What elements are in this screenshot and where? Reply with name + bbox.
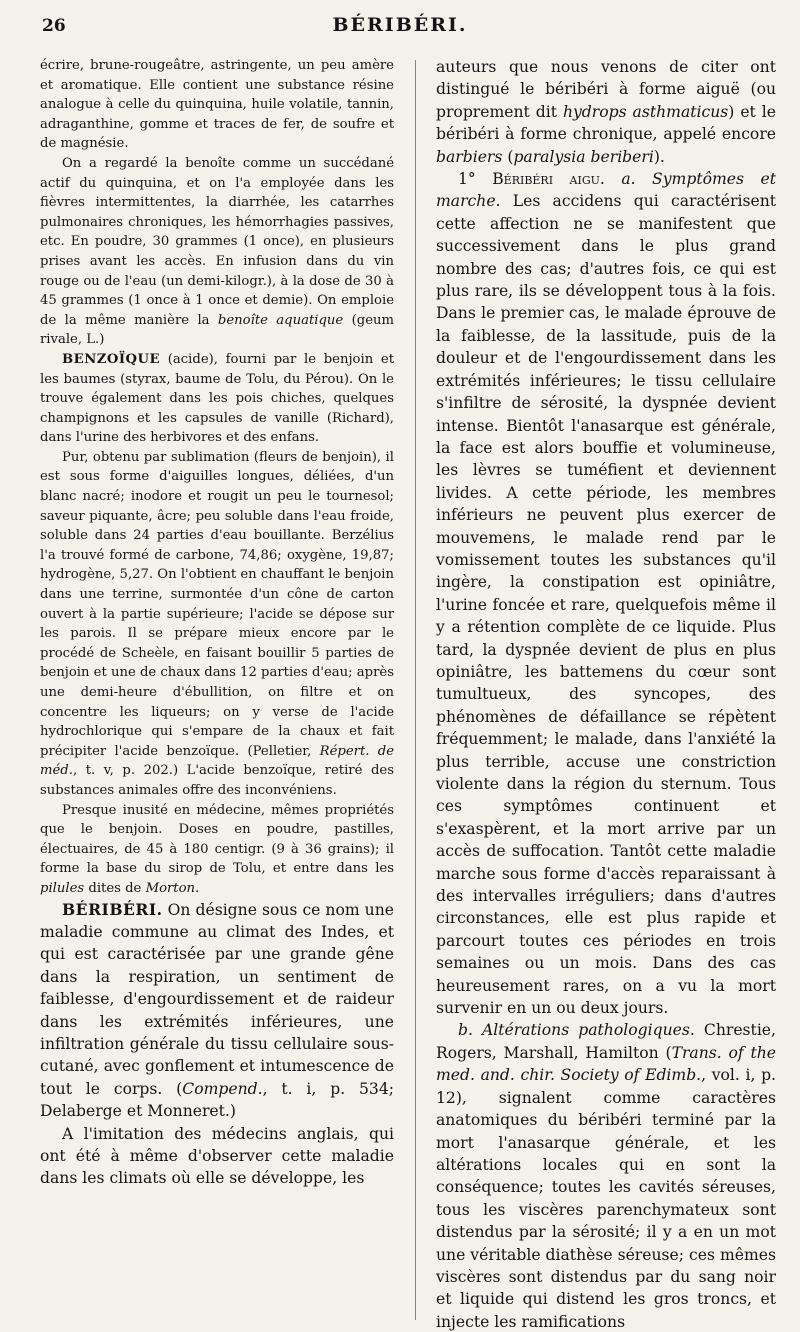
page-number: 26	[42, 16, 66, 36]
italic-citation: Compend.	[182, 1079, 263, 1098]
paragraph-text: ) et le béribéri à forme chronique, appelé encore	[436, 102, 776, 144]
italic-term: pilules	[40, 880, 85, 896]
section-alterations	[436, 1019, 776, 1332]
italic-term: paralysia beriberi	[513, 147, 654, 166]
paragraph-text: ).	[653, 147, 665, 166]
paragraph-text: , t. i, p. 534; Delaberge et Monneret.)	[40, 1079, 394, 1121]
paragraph-text: auteurs que nous venons de citer ont distingué le béribéri à forme aiguë (ou proprement dit	[436, 58, 776, 121]
section-heading: Béribéri aigu.	[492, 170, 605, 189]
italic-citation: Répert. de méd.	[40, 743, 395, 779]
italic-citation: Trans. of the med. and. chir. Society of Edimb.	[436, 1043, 776, 1085]
italic-term: Morton	[145, 880, 196, 896]
right-column	[436, 56, 776, 1332]
subsection-heading: b. Altérations pathologiques.	[458, 1021, 695, 1040]
paragraph-text: (	[507, 147, 514, 166]
paragraph	[40, 56, 394, 154]
italic-term: barbiers	[436, 147, 503, 166]
paragraph	[40, 1123, 394, 1190]
paragraph-text: Chrestie, Rogers, Marshall, Hamilton (	[436, 1021, 776, 1062]
paragraph-text: A l'imitation des médecins anglais, qui ont été à même d'observer cette maladie dans les climats où elle se développe, les	[40, 1124, 394, 1188]
paragraph	[436, 56, 776, 168]
left-column	[40, 56, 394, 1190]
subsection-heading: a. Symptômes et marche.	[436, 170, 776, 211]
paragraph	[40, 801, 394, 899]
paragraph-text: Pur, obtenu par sublimation (fleurs de benjoin), il est sous forme d'aiguilles longues, déliées, d'un blanc nacré; inodore et rougit un peu le tournesol; saveur piquante, âcre; peu soluble dans l'eau froide, soluble dans 24 parties d'eau bouillante. Berzélius l'a trouvé formé de carbone, 74,86; oxygène, 19,87; hydrogène, 5,27. On l'obtient en chauffant le benjoin dans une terrine, surmontée d'un cône de carton ouvert à la partie supérieure; l'acide se dépose sur les parois. Il se prépare mieux encore par le procédé de Scheèle, en faisant bouillir 5 parties de benjoin et une de chaux dans 12 parties d'eau; après une demi-heure d'ébullition, on filtre et on concentre les liqueurs; on y verse de l'acide hydrochlorique qui s'empare de la chaux et fait précipiter l'acide benzoïque. (Pelletier,	[40, 449, 394, 759]
paragraph-text: écrire, brune-rougeâtre, astringente, un peu amère et aromatique. Elle contient une substance résine analogue à celle du quinquina, huile volatile, tannin, adraganthine, gomme et traces de fer, de soufre et de magnésie.	[40, 58, 394, 152]
paragraph-text: , t. v, p. 202.) L'acide benzoïque, retiré des substances animales offre des inconvéniens.	[40, 763, 394, 798]
paragraph-text: dites de	[88, 880, 142, 896]
running-title: BÉRIBÉRI.	[332, 14, 468, 36]
paragraph-text: Les accidens qui caractérisent cette affection ne se manifestent que successivement dans le plus grand nombre des cas; d'autres fois, ce qui est plus rare, ils se développent tous à la fois. Dans le premier cas, le malade éprouve de la faiblesse, de la lassitude, puis de la douleur et de l'engourdissement dans les extrémités inférieures; le tissu cellulaire s'infiltre de sérosité, la dyspnée devient intense. Bientôt l'anasarque est générale, la face est alors bouffie et volumineuse, les lèvres se tuméfient et deviennent livides. A cette période, les membres inférieurs ne peuvent plus exercer de mouvemens, le malade rend par le vomissement toutes les substances qu'il ingère, la constipation est opiniâtre, l'urine foncée et rare, quelquefois même il y a rétention complète de ce liquide. Plus tard, la dyspnée devient de plus en plus opiniâtre, les battemens du cœur sont tumultueux, des syncopes, des phénomènes de défaillance se répètent fréquemment; le malade, dans l'anxiété la plus terrible, accuse une constriction violente dans la région du sternum. Tous ces symptômes continuent et s'exaspèrent, et la mort arrive par un accès de suffocation. Tantôt cette maladie marche sous forme d'accès reparaissant à des intervalles irréguliers; dans d'autres circonstances, elle est plus rapide et parcourt toutes ces périodes en trois semaines ou un mois. Dans des cas heureusement rares, on a vu la mort survenir en un ou deux jours.	[436, 192, 776, 1018]
paragraph-text: .	[195, 880, 200, 896]
italic-term: benoîte aquatique	[217, 312, 344, 328]
entry-headword: BENZOÏQUE	[62, 351, 161, 367]
paragraph-text: On désigne sous ce nom une maladie commune au climat des Indes, et qui est caractérisée par une grande gêne dans la respiration, un sentiment de faiblesse, d'engourdissement et de raideur dans les extrémités inférieures, une infiltration générale du tissu cellulaire sous-cutané, avec gonflement et intumescence de tout le corps. (	[40, 900, 394, 1098]
entry-benzoique	[40, 350, 394, 448]
paragraph-text: On a regardé la benoîte comme un succédané actif du quinquina, et on l'a employée dans les fièvres intermittentes, la diarrhée, les catarrhes pulmonaires chroniques, les hémorrhagies passives, etc. En poudre, 30 grammes (1 once), en plusieurs prises avant les accès. En infusion dans du vin rouge ou de l'eau (un demi-kilogr.), à la dose de 30 à 45 grammes (1 once à 1 once et demie). On emploie de la même manière la	[40, 155, 394, 328]
column-divider	[415, 60, 416, 1320]
section-beriberi-aigu	[436, 168, 776, 1019]
paragraph-text: (acide), fourni par le benjoin et les baumes (styrax, baume de Tolu, du Pérou). On le trouve également dans les pois chiches, quelques champignons et les capsules de vanille (Richard), dans l'urine des herbivores et des enfans.	[40, 351, 394, 446]
paragraph-text: , vol. i, p. 12), signalent comme caractères anatomiques du béribéri terminé par la mort l'anasarque générale, et les altérations locales qui en sont la conséquence; toutes les cavités séreuses, tous les viscères parenchymateux sont distendus par la sérosité; il y a en un mot une véritable diathèse séreuse; ces mêmes viscères sont distendus par du sang noir et liquide qui distend les gros troncs, et injecte les ramifications	[436, 1066, 777, 1331]
entry-beriberi	[40, 899, 394, 1123]
entry-headword: BÉRIBÉRI.	[62, 899, 163, 919]
paragraph-text: (geum rivale, L.)	[40, 312, 394, 348]
section-number: 1°	[458, 170, 476, 189]
italic-term: hydrops asthmaticus	[562, 102, 729, 121]
paragraph-text: Presque inusité en médecine, mêmes propriétés que le benjoin. Doses en poudre, pastilles, électuaires, de 45 à 180 centigr. (9 à 36 grains); il forme la base du sirop de Tolu, et entre dans les	[40, 802, 394, 877]
paragraph	[40, 154, 394, 350]
paragraph	[40, 448, 394, 801]
